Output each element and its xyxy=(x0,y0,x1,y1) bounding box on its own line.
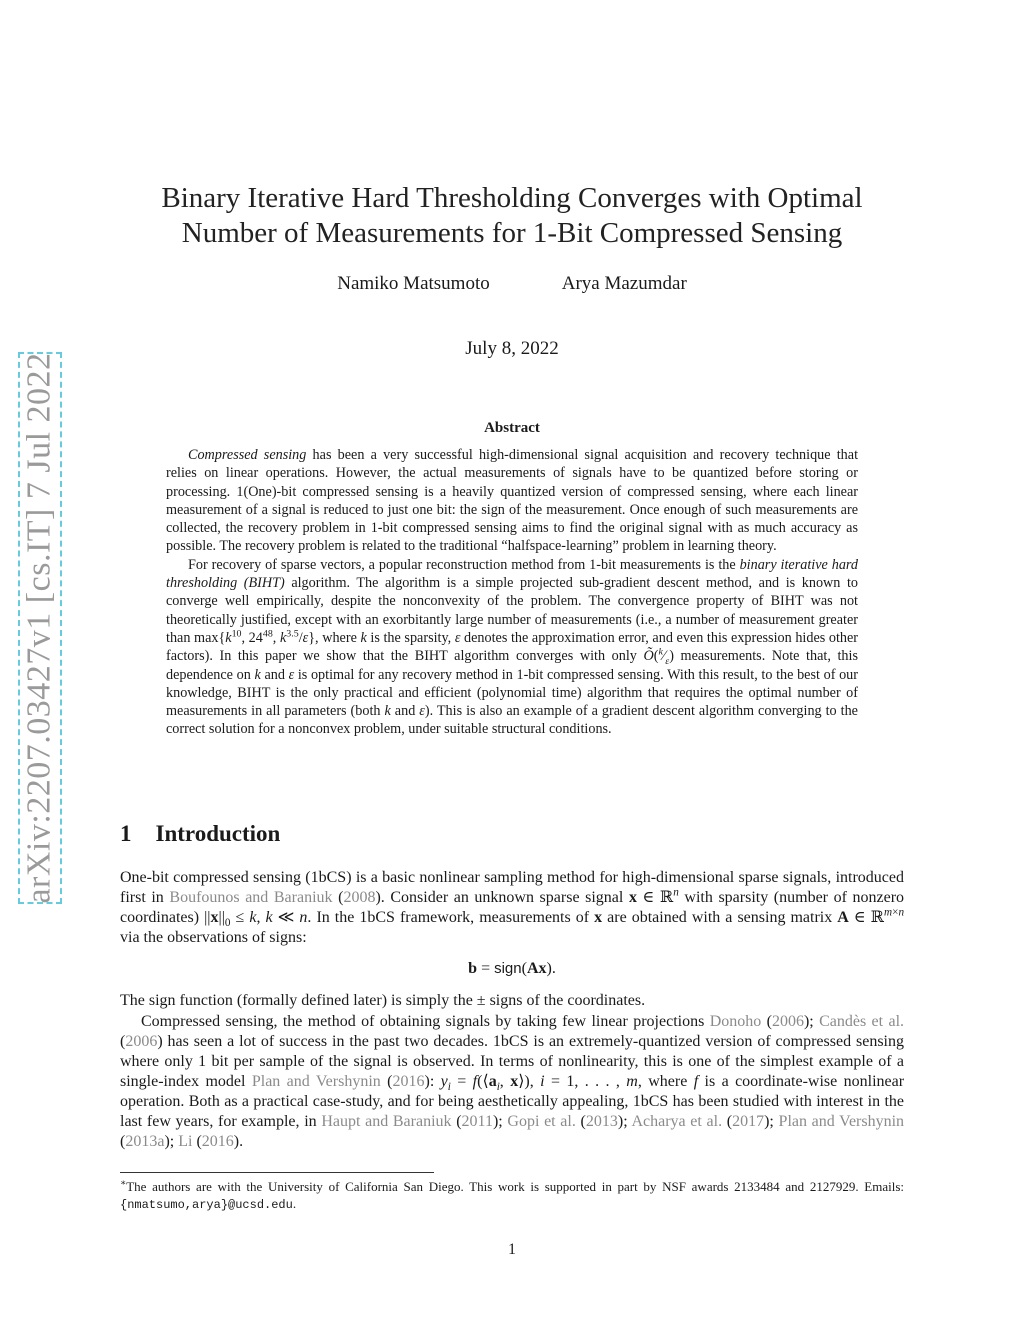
abstract-heading: Abstract xyxy=(484,420,540,436)
page-number: 1 xyxy=(508,1241,516,1258)
footnote-rule xyxy=(120,1172,434,1173)
citation-link[interactable]: 2006 xyxy=(771,1012,804,1030)
paper-title xyxy=(120,181,904,251)
citation-link[interactable]: Candès et al. xyxy=(819,1012,905,1030)
citation-link[interactable]: 2013a xyxy=(125,1133,165,1151)
paper-date: July 8, 2022 xyxy=(465,338,559,359)
arxiv-id: arXiv:2207.03427v1 [cs.IT] 7 Jul 2022 xyxy=(21,352,59,904)
section-title: Introduction xyxy=(155,821,281,846)
footnote: ∗The authors are with the University of California San Diego. This work is supported in part by NSF awards 2133484 and 2127929. Emails: {nmatsumo,arya}@ucsd.edu. xyxy=(120,1177,904,1212)
citation-link[interactable]: Plan and Vershynin xyxy=(778,1113,905,1131)
section-number: 1 xyxy=(120,821,132,846)
citation-link[interactable]: 2016 xyxy=(201,1133,234,1151)
citation-link[interactable]: 2006 xyxy=(125,1032,158,1050)
arxiv-stamp[interactable] xyxy=(18,352,62,904)
author-name: Namiko Matsumoto xyxy=(337,273,490,294)
title-line-2: Number of Measurements for 1-Bit Compressed Sensing xyxy=(181,217,843,249)
introduction-body xyxy=(120,868,904,1152)
citation-link[interactable]: Gopi et al. xyxy=(507,1113,576,1131)
footnote-text: ∗The authors are with the University of California San Diego. This work is supported in part by NSF awards 2133484 and 2127929. Emails: xyxy=(120,1177,904,1194)
citation-link[interactable]: Haupt and Baraniuk xyxy=(321,1113,452,1131)
abstract-paragraph: Compressed sensing has been a very successful high-dimensional signal acquisition and recovery technique that relies on linear operations. However, the actual measurements of signals have to be quantized before storing or processing. 1(One)-bit compressed sensing is a heavily quantized version of compressed sensing, where each linear measurement of a signal is reduced to just one bit: the sign of the measurement. Once enough of such measurements are collected, the recovery problem in 1-bit compressed sensing aims to find the original signal with as much accuracy as possible. The recovery problem is related to the traditional “halfspace-learning” problem in learning theory. xyxy=(166,447,859,555)
body-paragraph: Compressed sensing, the method of obtaining signals by taking few linear projections Donoho (2006); Candès et al. (2006) has seen a lot of success in the past two decades. 1bCS is an extremely-quantized version of compressed sensing where only 1 bit per sample of the signal is observed. In terms of nonlinearity, this is one of the simplest example of a single-index model Plan and Vershynin (2016): $y_i$ = $f(⟨a_i$, x⟩), i = 1, . . . , m, where f is a coordinate-wise nonlinear operation. Both as a practical case-study, and for being aesthetically appealing, 1bCS has been studied with interest in the last few years, for example, in Haupt and Baraniuk (2011); Gopi et al. (2013); Acharya et al. (2017); Plan and Vershynin (2013a); Li (2016). xyxy=(120,1012,905,1151)
citation-link[interactable]: 2017 xyxy=(732,1113,765,1131)
equation: b = sign(Ax). xyxy=(468,960,556,978)
title-line-1: Binary Iterative Hard Thresholding Converges with Optimal xyxy=(161,182,863,214)
author-name: Arya Mazumdar xyxy=(561,273,687,294)
citation-link[interactable]: 2016 xyxy=(392,1072,425,1090)
footnote-emails: {nmatsumo,arya}@ucsd.edu xyxy=(120,1198,293,1212)
citation-link[interactable]: 2011 xyxy=(461,1113,493,1131)
abstract-paragraph: For recovery of sparse vectors, a popular reconstruction method from 1-bit measurements is the binary iterative hard thresholding (BIHT) algorithm. The algorithm is a simple projected sub-gradient descent method, and is known to converge well empirically, despite the nonconvexity of the problem. The convergence property of BIHT was not theoretically justified, except with an exorbitantly large number of measurements (i.e., a number of measurement greater than $\max\{k^{10}$, $24^{48}$, $k^{3.5}/\varepsilon$}, where k is the sparsity, ε denotes the approximation error, and even this expression hides other factors). In this paper we show that the BIHT algorithm converges with only $Õ(^k⁄_\varepsilon)$ measurements. Note that, this dependence on k and ε is optimal for any recovery method in 1-bit compressed sensing. With this result, to the best of our knowledge, BIHT is the only practical and efficient (polynomial time) algorithm that requires the optimal number of measurements in all parameters (both k and ε). This is also an example of a gradient descent algorithm converging to the correct solution for a nonconvex problem, under suitable structural conditions. xyxy=(166,556,859,738)
section-heading xyxy=(120,821,280,847)
abstract-body xyxy=(166,446,858,739)
author-list xyxy=(120,273,904,295)
citation-link[interactable]: 2013 xyxy=(585,1113,618,1131)
body-paragraph: The sign function (formally defined later) is simply the ± signs of the coordinates. xyxy=(120,992,646,1010)
citation-link[interactable]: 2008 xyxy=(343,889,376,907)
citation-link[interactable]: Boufounos and Baraniuk xyxy=(169,889,333,907)
citation-link[interactable]: Plan and Vershynin xyxy=(251,1072,381,1090)
citation-link[interactable]: Li xyxy=(178,1133,193,1151)
citation-link[interactable]: Donoho xyxy=(709,1012,762,1030)
citation-link[interactable]: Acharya et al. xyxy=(631,1113,723,1131)
body-paragraph: One-bit compressed sensing (1bCS) is a basic nonlinear sampling method for high-dimensional sparse signals, introduced first in Boufounos and Baraniuk (2008). Consider an unknown sparse signal x ∈ ℝ$^n$ with sparsity (number of nonzero coordinates) $||x||_0 \le k$, k ≪ n. In the 1bCS framework, measurements of x are obtained with a sensing matrix A ∈ ℝ$^{m\times n}$ via the observations of signs: xyxy=(120,869,905,947)
